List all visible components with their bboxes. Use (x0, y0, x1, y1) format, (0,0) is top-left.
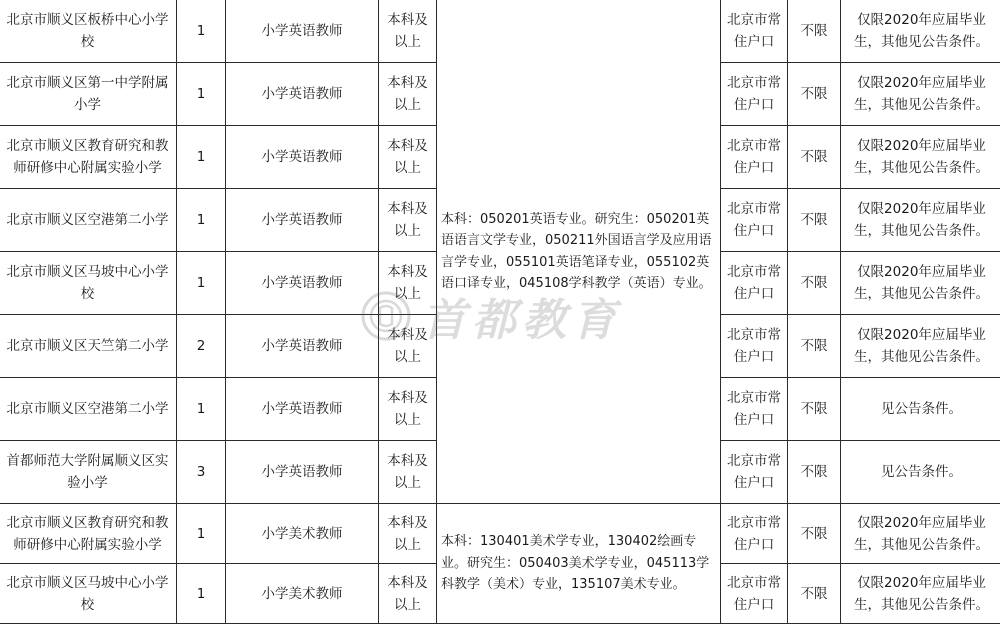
other-cell: 见公告条件。 (841, 378, 1000, 441)
school-cell: 北京市顺义区教育研究和教师研修中心附属实验小学 (0, 126, 177, 189)
position-cell: 小学美术教师 (226, 564, 379, 624)
other-cell: 仅限2020年应届毕业生，其他见公告条件。 (841, 252, 1000, 315)
position-cell: 小学英语教师 (226, 126, 379, 189)
age-cell: 不限 (788, 378, 841, 441)
age-cell: 不限 (788, 63, 841, 126)
count-cell: 1 (177, 63, 226, 126)
age-cell: 不限 (788, 441, 841, 504)
other-cell: 仅限2020年应届毕业生，其他见公告条件。 (841, 189, 1000, 252)
age-cell: 不限 (788, 564, 841, 624)
hukou-cell: 北京市常住户口 (721, 504, 788, 564)
position-cell: 小学美术教师 (226, 504, 379, 564)
education-cell: 本科及以上 (379, 126, 437, 189)
other-cell: 仅限2020年应届毕业生，其他见公告条件。 (841, 63, 1000, 126)
age-cell: 不限 (788, 252, 841, 315)
hukou-cell: 北京市常住户口 (721, 252, 788, 315)
school-cell: 北京市顺义区天竺第二小学 (0, 315, 177, 378)
education-cell: 本科及以上 (379, 315, 437, 378)
count-cell: 1 (177, 126, 226, 189)
education-cell: 本科及以上 (379, 0, 437, 63)
school-cell: 北京市顺义区马坡中心小学校 (0, 252, 177, 315)
count-cell: 1 (177, 504, 226, 564)
age-cell: 不限 (788, 189, 841, 252)
count-cell: 1 (177, 189, 226, 252)
hukou-cell: 北京市常住户口 (721, 63, 788, 126)
position-cell: 小学英语教师 (226, 252, 379, 315)
education-cell: 本科及以上 (379, 564, 437, 624)
age-cell: 不限 (788, 504, 841, 564)
position-cell: 小学英语教师 (226, 0, 379, 63)
position-cell: 小学英语教师 (226, 63, 379, 126)
major-cell-english: 本科：050201英语专业。研究生：050201英语语言文学专业，050211外国语言学及应用语言学专业，055101英语笔译专业，055102英语口译专业，045108学科教学（英语）专业。 (437, 0, 721, 504)
hukou-cell: 北京市常住户口 (721, 126, 788, 189)
other-cell: 仅限2020年应届毕业生，其他见公告条件。 (841, 126, 1000, 189)
school-cell: 北京市顺义区教育研究和教师研修中心附属实验小学 (0, 504, 177, 564)
other-cell: 仅限2020年应届毕业生，其他见公告条件。 (841, 564, 1000, 624)
education-cell: 本科及以上 (379, 504, 437, 564)
count-cell: 3 (177, 441, 226, 504)
other-cell: 见公告条件。 (841, 441, 1000, 504)
age-cell: 不限 (788, 0, 841, 63)
count-cell: 1 (177, 564, 226, 624)
position-cell: 小学英语教师 (226, 315, 379, 378)
school-cell: 北京市顺义区第一中学附属小学 (0, 63, 177, 126)
count-cell: 2 (177, 315, 226, 378)
age-cell: 不限 (788, 126, 841, 189)
education-cell: 本科及以上 (379, 441, 437, 504)
position-cell: 小学英语教师 (226, 441, 379, 504)
hukou-cell: 北京市常住户口 (721, 315, 788, 378)
school-cell: 北京市顺义区板桥中心小学校 (0, 0, 177, 63)
age-cell: 不限 (788, 315, 841, 378)
count-cell: 1 (177, 252, 226, 315)
school-cell: 北京市顺义区空港第二小学 (0, 378, 177, 441)
position-cell: 小学英语教师 (226, 189, 379, 252)
other-cell: 仅限2020年应届毕业生，其他见公告条件。 (841, 0, 1000, 63)
watermark-text: 首都教育 (422, 295, 622, 346)
hukou-cell: 北京市常住户口 (721, 189, 788, 252)
education-cell: 本科及以上 (379, 63, 437, 126)
table-row (0, 504, 1000, 564)
other-cell: 仅限2020年应届毕业生，其他见公告条件。 (841, 504, 1000, 564)
other-cell: 仅限2020年应届毕业生，其他见公告条件。 (841, 315, 1000, 378)
table-row (0, 0, 1000, 63)
school-cell: 北京市顺义区空港第二小学 (0, 189, 177, 252)
school-cell: 首都师范大学附属顺义区实验小学 (0, 441, 177, 504)
school-cell: 北京市顺义区马坡中心小学校 (0, 564, 177, 624)
hukou-cell: 北京市常住户口 (721, 0, 788, 63)
count-cell: 1 (177, 378, 226, 441)
major-cell-art: 本科：130401美术学专业，130402绘画专业。研究生：050403美术学专业，045113学科教学（美术）专业，135107美术专业。 (437, 504, 721, 624)
hukou-cell: 北京市常住户口 (721, 441, 788, 504)
education-cell: 本科及以上 (379, 378, 437, 441)
count-cell: 1 (177, 0, 226, 63)
education-cell: 本科及以上 (379, 252, 437, 315)
hukou-cell: 北京市常住户口 (721, 378, 788, 441)
education-cell: 本科及以上 (379, 189, 437, 252)
position-cell: 小学英语教师 (226, 378, 379, 441)
hukou-cell: 北京市常住户口 (721, 564, 788, 624)
